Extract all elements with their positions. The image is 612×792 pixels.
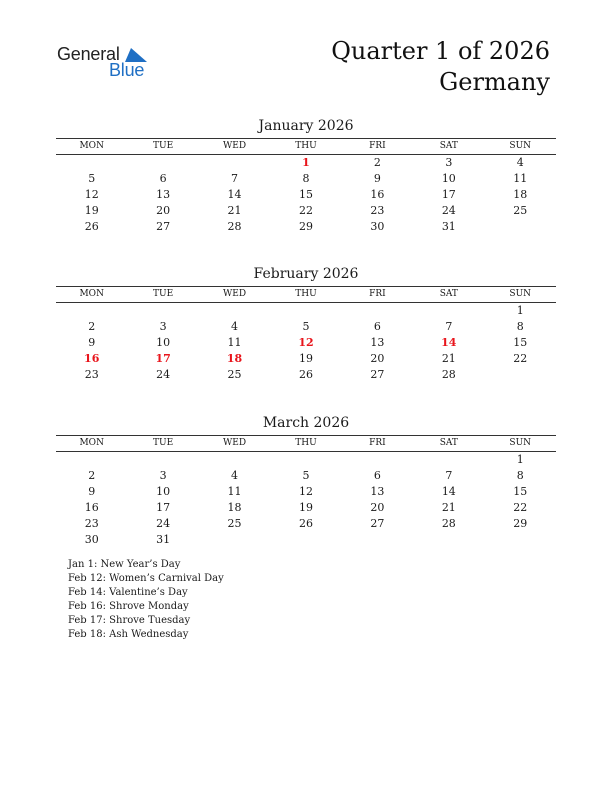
week-row xyxy=(56,335,556,351)
day-cell: 27 xyxy=(156,220,171,233)
day-cell xyxy=(342,452,413,468)
day-cell xyxy=(56,155,127,171)
day-cell: 13 xyxy=(370,336,385,349)
weekday-label: SUN xyxy=(509,438,532,448)
day-cell xyxy=(127,452,198,468)
holiday-note: Jan 1: New Year’s Day xyxy=(68,559,181,570)
day-cell: 16 xyxy=(84,501,99,514)
weekday-label: SAT xyxy=(439,438,458,448)
day-cell: 7 xyxy=(445,320,453,333)
day-cell xyxy=(199,155,270,171)
week-row xyxy=(56,351,556,367)
day-cell: 2 xyxy=(373,156,381,169)
day-cell xyxy=(199,532,270,548)
logo-text-blue: Blue xyxy=(109,60,145,80)
day-cell: 30 xyxy=(370,220,385,233)
month-name: January 2026 xyxy=(258,118,354,134)
day-cell: 9 xyxy=(88,485,96,498)
day-cell: 24 xyxy=(441,204,456,217)
day-cell: 27 xyxy=(370,368,385,381)
day-cell xyxy=(485,532,556,548)
day-cell xyxy=(127,303,198,319)
day-cell xyxy=(199,452,270,468)
week-row xyxy=(56,484,556,500)
week-row xyxy=(56,319,556,335)
day-cell: 8 xyxy=(302,172,310,185)
day-cell: 12 xyxy=(298,336,314,349)
week-row xyxy=(56,155,556,171)
day-cell: 21 xyxy=(227,204,242,217)
day-cell: 24 xyxy=(156,517,171,530)
day-cell: 9 xyxy=(88,336,96,349)
week-row xyxy=(56,219,556,235)
day-cell xyxy=(56,452,127,468)
day-cell xyxy=(342,303,413,319)
logo-text-general: General xyxy=(57,44,120,64)
weekday-label: SUN xyxy=(509,141,532,151)
day-cell: 11 xyxy=(227,485,242,498)
holiday-note: Feb 17: Shrove Tuesday xyxy=(68,615,191,626)
weekday-label: TUE xyxy=(153,289,174,299)
day-cell xyxy=(485,219,556,235)
holiday-note: Feb 14: Valentine’s Day xyxy=(68,587,188,598)
day-cell: 7 xyxy=(231,172,239,185)
day-cell: 22 xyxy=(298,204,313,217)
day-cell xyxy=(270,452,341,468)
day-cell: 6 xyxy=(159,172,167,185)
day-cell xyxy=(127,155,198,171)
weekday-label: MON xyxy=(79,141,104,151)
day-cell xyxy=(413,303,484,319)
day-cell: 16 xyxy=(370,188,385,201)
day-cell: 18 xyxy=(227,501,242,514)
day-cell: 2 xyxy=(88,469,96,482)
day-cell: 14 xyxy=(441,485,456,498)
day-cell: 23 xyxy=(84,368,99,381)
day-cell: 3 xyxy=(159,320,167,333)
day-cell: 20 xyxy=(370,501,385,514)
month-name: February 2026 xyxy=(253,266,359,282)
day-cell: 30 xyxy=(84,533,99,546)
day-cell: 20 xyxy=(370,352,385,365)
day-cell: 10 xyxy=(156,336,171,349)
week-row xyxy=(56,171,556,187)
day-cell: 19 xyxy=(298,352,313,365)
week-row xyxy=(56,187,556,203)
day-cell xyxy=(413,532,484,548)
day-cell: 27 xyxy=(370,517,385,530)
day-cell: 18 xyxy=(513,188,528,201)
day-cell: 4 xyxy=(516,156,524,169)
day-cell: 29 xyxy=(513,517,528,530)
day-cell: 9 xyxy=(373,172,381,185)
day-cell: 25 xyxy=(227,517,242,530)
day-cell: 28 xyxy=(227,220,242,233)
day-cell: 5 xyxy=(302,320,310,333)
weekday-label: TUE xyxy=(153,141,174,151)
day-cell: 31 xyxy=(441,220,456,233)
weekday-label: WED xyxy=(223,141,247,151)
weekday-label: TUE xyxy=(153,438,174,448)
day-cell: 15 xyxy=(513,336,528,349)
day-cell: 20 xyxy=(156,204,171,217)
weekday-label: FRI xyxy=(369,438,386,448)
day-cell: 5 xyxy=(302,469,310,482)
week-row xyxy=(56,468,556,484)
holiday-note: Feb 16: Shrove Monday xyxy=(68,601,189,612)
weekday-label: WED xyxy=(223,289,247,299)
week-row xyxy=(56,532,556,548)
day-cell: 4 xyxy=(231,320,239,333)
week-row xyxy=(56,516,556,532)
day-cell: 4 xyxy=(231,469,239,482)
day-cell: 13 xyxy=(156,188,171,201)
day-cell: 8 xyxy=(516,320,524,333)
holiday-note: Feb 18: Ash Wednesday xyxy=(68,629,189,640)
page-title xyxy=(331,36,550,98)
week-row xyxy=(56,303,556,319)
day-cell xyxy=(270,532,341,548)
day-cell: 2 xyxy=(88,320,96,333)
day-cell: 31 xyxy=(156,533,171,546)
weekday-label: SAT xyxy=(439,289,458,299)
day-cell: 8 xyxy=(516,469,524,482)
day-cell: 17 xyxy=(156,501,171,514)
day-cell: 19 xyxy=(298,501,313,514)
weekday-header xyxy=(56,138,556,155)
day-cell: 22 xyxy=(513,352,528,365)
day-cell: 25 xyxy=(227,368,242,381)
day-cell: 13 xyxy=(370,485,385,498)
day-cell: 23 xyxy=(370,204,385,217)
day-cell: 15 xyxy=(298,188,313,201)
week-row xyxy=(56,367,556,383)
weekday-label: THU xyxy=(295,438,317,448)
day-cell: 21 xyxy=(441,501,456,514)
day-cell: 1 xyxy=(302,156,310,169)
day-cell xyxy=(413,452,484,468)
holiday-note: Feb 12: Women’s Carnival Day xyxy=(68,573,224,584)
day-cell: 11 xyxy=(513,172,528,185)
brand-logo xyxy=(57,44,157,82)
week-row xyxy=(56,500,556,516)
weekday-label: FRI xyxy=(369,289,386,299)
day-cell xyxy=(342,532,413,548)
day-cell: 15 xyxy=(513,485,528,498)
day-cell: 3 xyxy=(159,469,167,482)
weekday-label: SUN xyxy=(509,289,532,299)
day-cell: 6 xyxy=(373,469,381,482)
weekday-label: THU xyxy=(295,289,317,299)
day-cell: 23 xyxy=(84,517,99,530)
month-february xyxy=(56,265,556,383)
day-cell: 24 xyxy=(156,368,171,381)
day-cell: 12 xyxy=(84,188,99,201)
title-country: Germany xyxy=(439,68,550,96)
weekday-label: WED xyxy=(223,438,247,448)
day-cell: 29 xyxy=(298,220,313,233)
day-cell: 7 xyxy=(445,469,453,482)
day-cell xyxy=(199,303,270,319)
day-cell: 14 xyxy=(227,188,242,201)
day-cell: 6 xyxy=(373,320,381,333)
day-cell: 19 xyxy=(84,204,99,217)
day-cell: 26 xyxy=(298,368,313,381)
day-cell xyxy=(270,303,341,319)
month-name: March 2026 xyxy=(262,415,350,431)
weekday-label: MON xyxy=(79,289,104,299)
day-cell: 10 xyxy=(156,485,171,498)
weekday-header xyxy=(56,435,556,452)
weekday-label: MON xyxy=(79,438,104,448)
day-cell: 3 xyxy=(445,156,453,169)
day-cell xyxy=(56,303,127,319)
day-cell: 18 xyxy=(226,352,243,365)
day-cell: 26 xyxy=(298,517,313,530)
day-cell: 14 xyxy=(441,336,457,349)
weekday-label: FRI xyxy=(369,141,386,151)
week-row xyxy=(56,203,556,219)
day-cell: 21 xyxy=(441,352,456,365)
day-cell: 5 xyxy=(88,172,96,185)
day-cell: 22 xyxy=(513,501,528,514)
month-march xyxy=(56,414,556,548)
day-cell: 17 xyxy=(155,352,171,365)
day-cell: 28 xyxy=(441,368,456,381)
day-cell: 11 xyxy=(227,336,242,349)
day-cell xyxy=(485,367,556,383)
day-cell: 25 xyxy=(513,204,528,217)
weekday-label: SAT xyxy=(439,141,458,151)
title-quarter: Quarter 1 of 2026 xyxy=(331,37,550,65)
weekday-label: THU xyxy=(295,141,317,151)
day-cell: 1 xyxy=(516,453,524,466)
week-row xyxy=(56,452,556,468)
holiday-notes xyxy=(68,558,224,642)
month-january xyxy=(56,117,556,235)
day-cell: 10 xyxy=(441,172,456,185)
day-cell: 1 xyxy=(516,304,524,317)
weekday-header xyxy=(56,286,556,303)
day-cell: 17 xyxy=(441,188,456,201)
day-cell: 28 xyxy=(441,517,456,530)
day-cell: 12 xyxy=(298,485,313,498)
day-cell: 16 xyxy=(84,352,100,365)
day-cell: 26 xyxy=(84,220,99,233)
